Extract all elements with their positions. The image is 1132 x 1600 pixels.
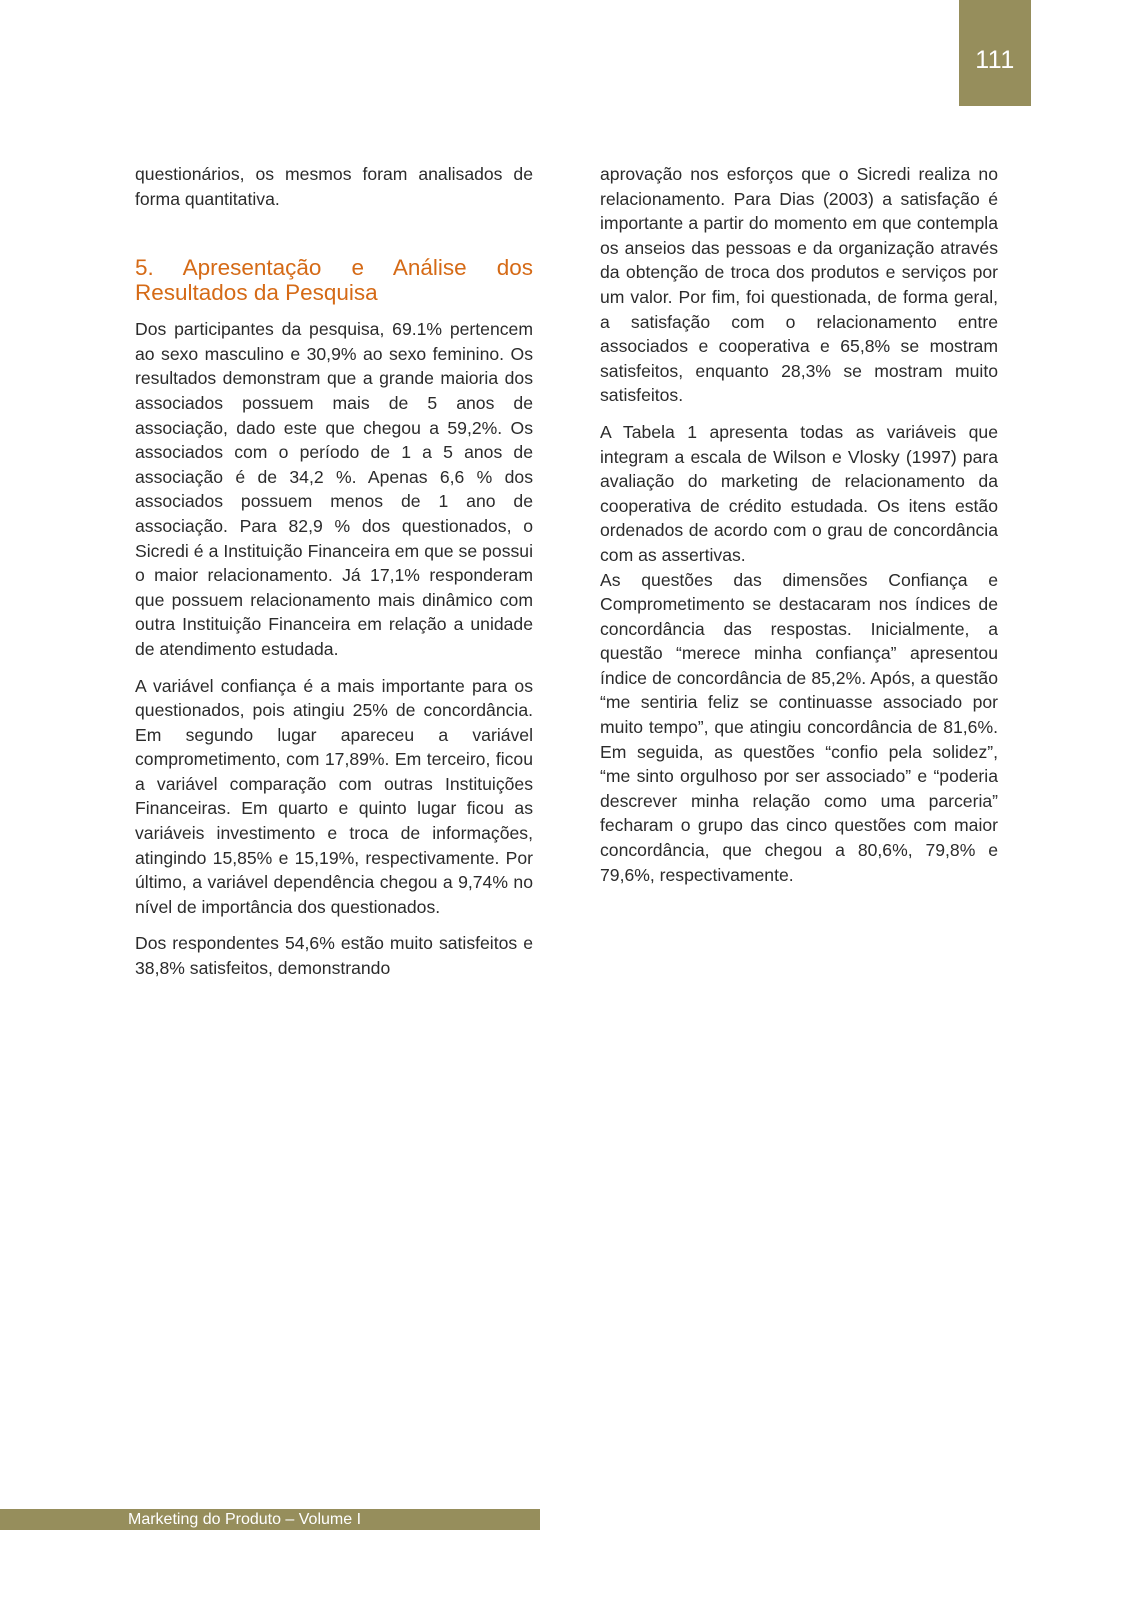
page-number-text: 111	[975, 46, 1015, 74]
paragraph: A Tabela 1 apresenta todas as variáveis que integram a escala de Wilson e Vlosky (1997) para avaliação do marketing de relacionamento da cooperativa de crédito estudada. Os itens estão ordenados de acordo com o grau de concordância com as assertivas.	[600, 421, 998, 565]
left-column	[135, 162, 533, 993]
paragraph: aprovação nos esforços que o Sicredi realiza no relacionamento. Para Dias (2003) a satisfação é importante a partir do momento em que contempla os anseios das pessoas e da organização através da obtenção de troca dos produtos e serviços por um valor. Por fim, foi questionada, de forma geral, a satisfação com o relacionamento entre associados e cooperativa e 65,8% se mostram satisfeitos, enquanto 28,3% se mostram muito satisfeitos.	[600, 164, 998, 406]
section-heading: 5. Apresentação e Análise dos Resultados da Pesquisa	[135, 255, 533, 306]
paragraph: Dos respondentes 54,6% estão muito satisfeitos e 38,8% satisfeitos, demonstrando	[135, 933, 533, 979]
page-number	[959, 0, 1031, 106]
intro-paragraph: questionários, os mesmos foram analisados de forma quantitativa.	[135, 164, 533, 209]
paragraph: A variável confiança é a mais importante para os questionados, pois atingiu 25% de concordância. Em segundo lugar apareceu a variável comprometimento, com 17,89%. Em terceiro, ficou a variável comparação com outras Instituições Financeiras. Em quarto e quinto lugar ficou as variáveis investimento e troca de informações, atingindo 15,85% e 15,19%, respectivamente. Por último, a variável dependência chegou a 9,74% no nível de importância dos questionados.	[135, 675, 533, 917]
right-column	[600, 162, 998, 899]
paragraph: As questões das dimensões Confiança e Comprometimento se destacaram nos índices de concordância das respostas. Inicialmente, a questão “merece minha confiança” apresentou índice de concordância de 85,2%. Após, a questão “me sentiria feliz se continuasse associado por muito tempo”, que atingiu concordância de 81,6%. Em seguida, as questões “confio pela solidez”, “me sinto orgulhoso por ser associado” e “poderia descrever minha relação como uma parceria” fecharam o grupo das cinco questões com maior concordância, que chegou a 80,6%, 79,8% e 79,6%, respectivamente.	[600, 569, 998, 885]
footer-text: Marketing do Produto – Volume I	[128, 1511, 362, 1528]
paragraph: Dos participantes da pesquisa, 69.1% pertencem ao sexo masculino e 30,9% ao sexo feminino. Os resultados demonstram que a grande maioria dos associados possuem mais de 5 anos de associação, dado este que chegou a 59,2%. Os associados com o período de 1 a 5 anos de associação é de 34,2 %. Apenas 6,6 % dos associados possuem menos de 1 ano de associação. Para 82,9 % dos questionados, o Sicredi é a Instituição Financeira em que se possui o maior relacionamento. Já 17,1% responderam que possuem relacionamento mais dinâmico com outra Instituição Financeira em relação a unidade de atendimento estudada.	[135, 319, 533, 659]
footer-bar	[0, 1509, 540, 1530]
